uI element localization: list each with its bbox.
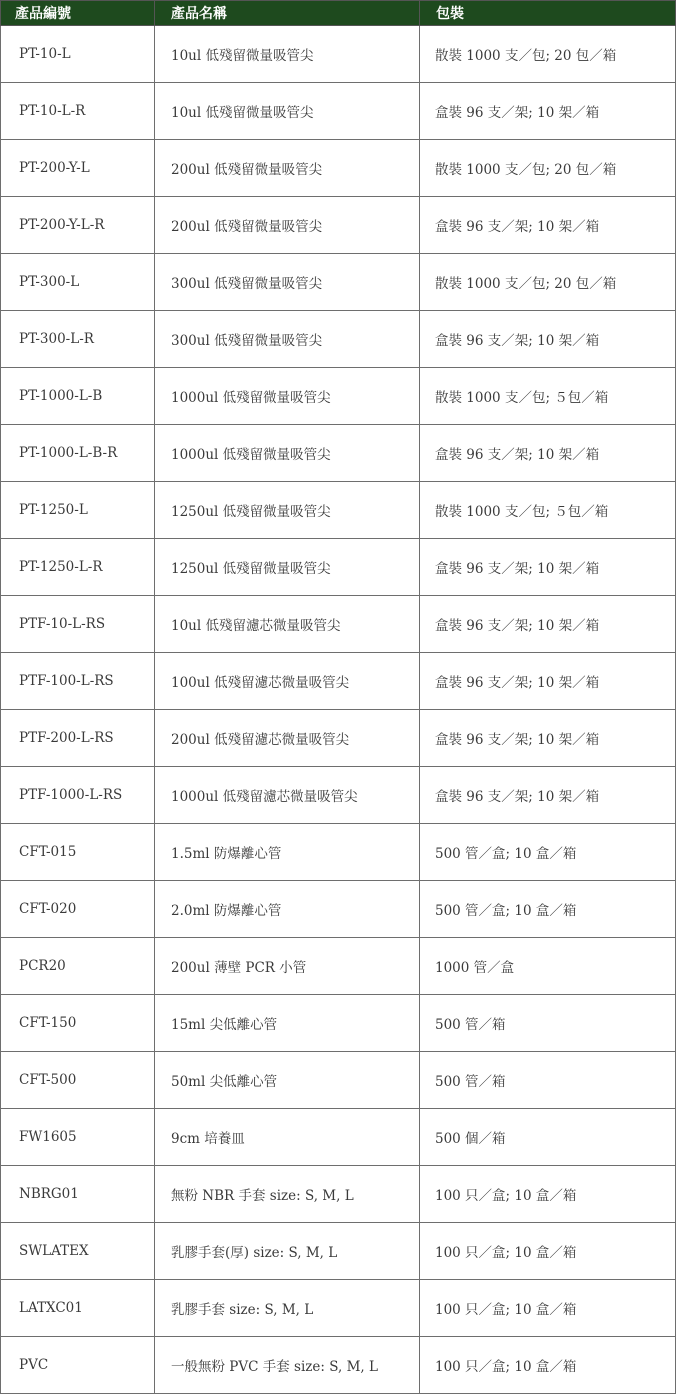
table-row [1, 1337, 676, 1394]
cell-name: 10ul 低殘留濾芯微量吸管尖 [155, 596, 420, 653]
cell-package: 盒裝 96 支／架; 10 架／箱 [420, 83, 676, 140]
cell-package: 1000 管／盒 [420, 938, 676, 995]
table-row [1, 368, 676, 425]
cell-name: 一般無粉 PVC 手套 size: S, M, L [155, 1337, 420, 1394]
table-row [1, 938, 676, 995]
table-row [1, 83, 676, 140]
cell-package: 散裝 1000 支／包; ５包／箱 [420, 482, 676, 539]
cell-name: 乳膠手套 size: S, M, L [155, 1280, 420, 1337]
cell-package: 500 管／盒; 10 盒／箱 [420, 881, 676, 938]
cell-package: 500 管／盒; 10 盒／箱 [420, 824, 676, 881]
cell-name: 2.0ml 防爆離心管 [155, 881, 420, 938]
cell-name: 200ul 低殘留濾芯微量吸管尖 [155, 710, 420, 767]
cell-code: SWLATEX [1, 1223, 155, 1280]
cell-code: PT-300-L-R [1, 311, 155, 368]
cell-code: PT-1250-L-R [1, 539, 155, 596]
cell-name: 10ul 低殘留微量吸管尖 [155, 26, 420, 83]
cell-package: 散裝 1000 支／包; 20 包／箱 [420, 26, 676, 83]
cell-package: 500 個／箱 [420, 1109, 676, 1166]
table-row [1, 1166, 676, 1223]
cell-package: 100 只／盒; 10 盒／箱 [420, 1223, 676, 1280]
table-row [1, 881, 676, 938]
cell-name: 300ul 低殘留微量吸管尖 [155, 311, 420, 368]
cell-code: CFT-015 [1, 824, 155, 881]
cell-package: 盒裝 96 支／架; 10 架／箱 [420, 653, 676, 710]
cell-code: PTF-10-L-RS [1, 596, 155, 653]
table-row [1, 254, 676, 311]
table-row [1, 1109, 676, 1166]
cell-code: PT-300-L [1, 254, 155, 311]
cell-name: 15ml 尖低離心管 [155, 995, 420, 1052]
cell-package: 100 只／盒; 10 盒／箱 [420, 1337, 676, 1394]
table-row [1, 26, 676, 83]
cell-package: 盒裝 96 支／架; 10 架／箱 [420, 596, 676, 653]
cell-name: 200ul 低殘留微量吸管尖 [155, 140, 420, 197]
cell-code: FW1605 [1, 1109, 155, 1166]
header-name: 產品名稱 [155, 1, 420, 26]
cell-name: 200ul 低殘留微量吸管尖 [155, 197, 420, 254]
cell-package: 散裝 1000 支／包; 20 包／箱 [420, 254, 676, 311]
table-row [1, 824, 676, 881]
cell-code: PCR20 [1, 938, 155, 995]
cell-code: PTF-1000-L-RS [1, 767, 155, 824]
cell-package: 500 管／箱 [420, 1052, 676, 1109]
cell-code: LATXC01 [1, 1280, 155, 1337]
cell-name: 乳膠手套(厚) size: S, M, L [155, 1223, 420, 1280]
cell-package: 盒裝 96 支／架; 10 架／箱 [420, 197, 676, 254]
cell-name: 100ul 低殘留濾芯微量吸管尖 [155, 653, 420, 710]
cell-code: PTF-200-L-RS [1, 710, 155, 767]
table-row [1, 1052, 676, 1109]
table-row [1, 995, 676, 1052]
table-row [1, 1280, 676, 1337]
cell-package: 盒裝 96 支／架; 10 架／箱 [420, 767, 676, 824]
table-row [1, 1223, 676, 1280]
cell-name: 1000ul 低殘留微量吸管尖 [155, 425, 420, 482]
cell-package: 100 只／盒; 10 盒／箱 [420, 1166, 676, 1223]
table-row [1, 767, 676, 824]
cell-name: 1.5ml 防爆離心管 [155, 824, 420, 881]
cell-name: 1000ul 低殘留微量吸管尖 [155, 368, 420, 425]
header-code: 產品編號 [1, 1, 155, 26]
cell-code: PT-1250-L [1, 482, 155, 539]
table-row [1, 425, 676, 482]
cell-package: 盒裝 96 支／架; 10 架／箱 [420, 311, 676, 368]
cell-code: PTF-100-L-RS [1, 653, 155, 710]
table-row [1, 653, 676, 710]
cell-code: PT-10-L [1, 26, 155, 83]
cell-code: PT-10-L-R [1, 83, 155, 140]
cell-code: PT-200-Y-L [1, 140, 155, 197]
cell-name: 9cm 培養皿 [155, 1109, 420, 1166]
cell-code: PVC [1, 1337, 155, 1394]
table-row [1, 197, 676, 254]
cell-name: 300ul 低殘留微量吸管尖 [155, 254, 420, 311]
table-row [1, 140, 676, 197]
cell-package: 500 管／箱 [420, 995, 676, 1052]
table-row [1, 482, 676, 539]
cell-code: CFT-150 [1, 995, 155, 1052]
table-body [1, 26, 676, 1394]
cell-package: 盒裝 96 支／架; 10 架／箱 [420, 710, 676, 767]
cell-name: 1000ul 低殘留濾芯微量吸管尖 [155, 767, 420, 824]
cell-code: PT-1000-L-B-R [1, 425, 155, 482]
table-row [1, 311, 676, 368]
cell-name: 1250ul 低殘留微量吸管尖 [155, 482, 420, 539]
cell-code: PT-1000-L-B [1, 368, 155, 425]
header-package: 包裝 [420, 1, 676, 26]
cell-package: 盒裝 96 支／架; 10 架／箱 [420, 539, 676, 596]
cell-name: 10ul 低殘留微量吸管尖 [155, 83, 420, 140]
cell-code: CFT-020 [1, 881, 155, 938]
table-header-row [1, 1, 676, 26]
cell-code: PT-200-Y-L-R [1, 197, 155, 254]
cell-package: 散裝 1000 支／包; 20 包／箱 [420, 140, 676, 197]
table-row [1, 596, 676, 653]
cell-name: 200ul 薄壁 PCR 小管 [155, 938, 420, 995]
cell-name: 50ml 尖低離心管 [155, 1052, 420, 1109]
cell-package: 盒裝 96 支／架; 10 架／箱 [420, 425, 676, 482]
cell-code: NBRG01 [1, 1166, 155, 1223]
cell-code: CFT-500 [1, 1052, 155, 1109]
cell-name: 1250ul 低殘留微量吸管尖 [155, 539, 420, 596]
cell-package: 散裝 1000 支／包; ５包／箱 [420, 368, 676, 425]
table-row [1, 710, 676, 767]
table-row [1, 539, 676, 596]
cell-name: 無粉 NBR 手套 size: S, M, L [155, 1166, 420, 1223]
cell-package: 100 只／盒; 10 盒／箱 [420, 1280, 676, 1337]
